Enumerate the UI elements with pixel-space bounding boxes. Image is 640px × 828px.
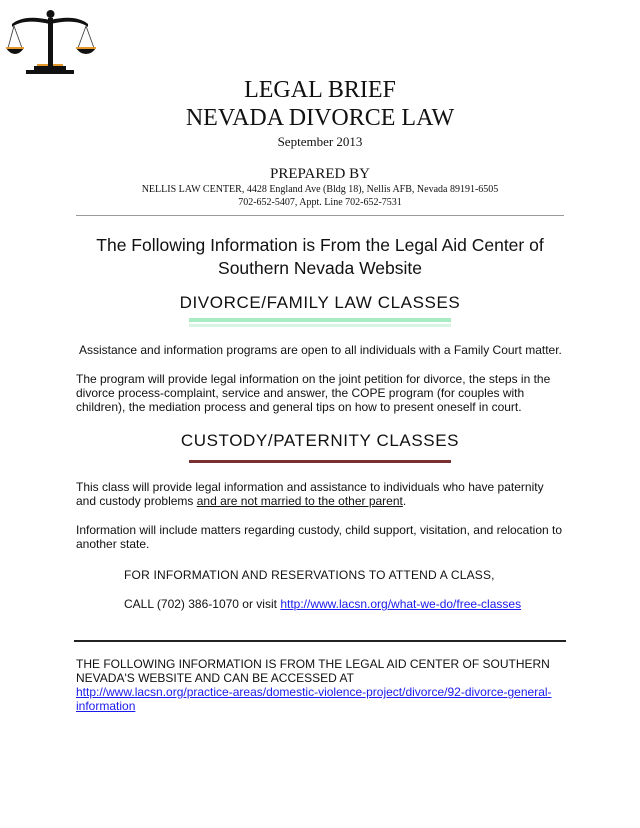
date: September 2013 xyxy=(277,134,363,149)
footer-divider xyxy=(74,640,566,642)
divorce-paragraph-2: The program will provide legal information on the joint petition for divorce, the steps in the divorce process-complaint, service and answer, the COPE program (for couples with children), the mediation process and general tips on how to present oneself in court. xyxy=(76,372,551,414)
title-legal-brief: LEGAL BRIEF xyxy=(244,77,396,103)
divorce-title-underline-shadow xyxy=(189,324,451,327)
custody-paragraph-1-underlined: and are not married to the other parent xyxy=(196,494,403,508)
address: NELLIS LAW CENTER, 4428 England Ave (Bldg 18), Nellis AFB, Nevada 89191-6505 xyxy=(141,184,499,195)
divorce-section-title: DIVORCE/FAMILY LAW CLASSES xyxy=(179,293,461,312)
prepared-by: PREPARED BY xyxy=(270,166,370,182)
title-nevada-divorce-law: NEVADA DIVORCE LAW xyxy=(185,105,455,131)
divorce-title-underline xyxy=(189,318,451,322)
header-divider xyxy=(76,215,564,216)
phone-numbers: 702-652-5407, Appt. Line 702-652-7531 xyxy=(238,197,402,208)
footer-text: THE FOLLOWING INFORMATION IS FROM THE LEGAL AID CENTER OF SOUTHERN NEVADA'S WEBSITE AND CAN BE ACCESSED AT xyxy=(76,657,550,685)
scales-of-justice-logo xyxy=(4,4,100,78)
custody-paragraph-2: Information will include matters regarding custody, child support, visitation, and relocation to another state. xyxy=(76,523,563,551)
contact-line xyxy=(124,597,521,611)
divorce-paragraph-1: Assistance and information programs are open to all individuals with a Family Court matter. xyxy=(79,343,562,357)
custody-title-underline xyxy=(189,460,451,463)
call-label: CALL xyxy=(124,597,154,611)
reservation-info: FOR INFORMATION AND RESERVATIONS TO ATTEND A CLASS, xyxy=(124,568,495,582)
divorce-info-link[interactable]: http://www.lacsn.org/practice-areas/domestic-violence-project/divorce/92-divorce-general-information xyxy=(76,685,552,713)
free-classes-link[interactable]: http://www.lacsn.org/what-we-do/free-classes xyxy=(280,597,522,611)
custody-paragraph-1 xyxy=(76,480,566,508)
intro-heading-line1: The Following Information is From the Legal Aid Center of xyxy=(96,235,544,255)
footer-note xyxy=(76,657,576,713)
custody-section-title: CUSTODY/PATERNITY CLASSES xyxy=(180,431,460,450)
custody-paragraph-1-start: This class will provide legal information and assistance to individuals who have paternity and custody problems xyxy=(76,480,544,508)
intro-heading-line2: Southern Nevada Website xyxy=(218,258,422,278)
phone-and-visit: (702) 386-1070 or visit xyxy=(153,597,281,611)
custody-paragraph-1-end: . xyxy=(402,494,407,508)
